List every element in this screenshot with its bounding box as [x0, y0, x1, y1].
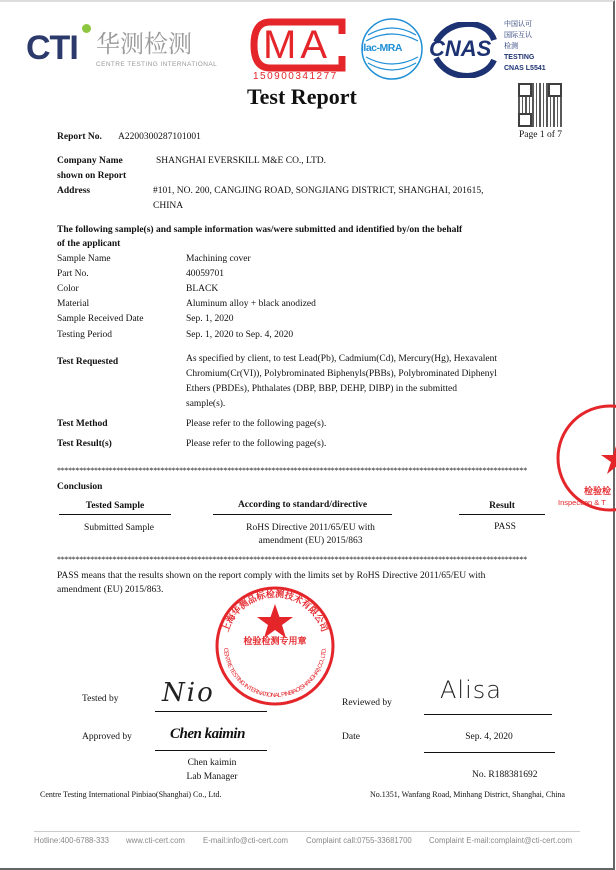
field-label: Testing Period [57, 330, 113, 340]
svg-text:CENTRE TESTING INTERNATIONAL P: CENTRE TESTING INTERNATIONAL PINBIAO(SHANGHAI) CO., LTD. [221, 647, 328, 700]
separator-stars: ******************************************************************************************************************************* [57, 556, 527, 564]
svg-text:上海华测品标检测技术有限公司: 上海华测品标检测技术有限公司 [220, 588, 330, 634]
company-label-2: shown on Report [57, 171, 127, 181]
header-standard: According to standard/directive [237, 500, 368, 510]
side-seal-text: 检验检 [584, 486, 612, 496]
side-seal-subtext: Inspection & T [558, 498, 606, 507]
approver-name: Chen kaimin [187, 758, 237, 768]
header-rule [213, 514, 392, 515]
cma-logo: MA 150900341277 [250, 18, 350, 84]
intro-text-2: of the applicant [57, 239, 121, 249]
field-label: Color [57, 284, 79, 294]
footer-hotline: Hotline:400-6788-333 [34, 836, 109, 845]
footer-complaint-email[interactable]: Complaint E-mail:complaint@cti-cert.com [429, 836, 573, 845]
separator-stars: ******************************************************************************************************************************* [57, 467, 527, 475]
reviewed-by-label: Reviewed by [342, 698, 392, 708]
report-no: A2200300287101001 [118, 132, 201, 142]
field-value: Machining cover [186, 254, 251, 264]
company-label: Company Name [57, 156, 123, 166]
date-label: Date [342, 732, 360, 742]
cti-logo: CTI 华测检测 CENTRE TESTING INTERNATIONAL [26, 24, 226, 74]
test-method: Please refer to the following page(s). [186, 419, 327, 429]
reviewed-by-line [424, 714, 552, 715]
field-label: Sample Received Date [57, 314, 144, 324]
pass-note-2: amendment (EU) 2015/863. [57, 585, 164, 595]
test-requested-line: sample(s). [186, 399, 226, 409]
conclusion-title: Conclusion [57, 482, 103, 492]
date-line [424, 752, 555, 753]
cti-green-dot [82, 24, 91, 33]
approver-title: Lab Manager [186, 772, 238, 782]
page-title: Test Report [247, 84, 357, 109]
svg-text:检验检测专用章: 检验检测专用章 [243, 636, 307, 646]
footer-email[interactable]: E-mail:info@cti-cert.com [203, 836, 289, 845]
company-seal-stamp [215, 586, 335, 706]
address-label: Address [57, 186, 91, 196]
report-date: Sep. 4, 2020 [465, 732, 513, 742]
cell-sample: Submitted Sample [84, 523, 154, 533]
field-value: Aluminum alloy + black anodized [186, 299, 316, 309]
test-result-label: Test Result(s) [57, 439, 112, 449]
serial-number: No. R188381692 [472, 770, 538, 780]
field-label: Material [57, 299, 90, 309]
intro-text: The following sample(s) and sample information was/were submitted and identified by/on the behalf [57, 225, 463, 235]
footer-rule [34, 831, 580, 832]
field-value: 40059701 [186, 269, 224, 279]
header-tested-sample: Tested Sample [85, 501, 145, 511]
qr-code[interactable] [518, 83, 562, 127]
field-label: Part No. [57, 269, 89, 279]
field-value: BLACK [186, 284, 219, 294]
tested-signature: Nio [162, 678, 215, 708]
test-requested-line: As specified by client, to test Lead(Pb), Cadmium(Cd), Mercury(Hg), Hexavalent [186, 354, 498, 364]
footer-website[interactable]: www.cti-cert.com [126, 836, 185, 845]
test-method-label: Test Method [57, 419, 108, 429]
cell-standard-2: amendment (EU) 2015/863 [258, 536, 363, 546]
field-value: Sep. 1, 2020 [186, 314, 234, 324]
header-rule [459, 514, 545, 515]
field-label: Sample Name [57, 254, 111, 264]
test-requested-line: Ethers (PBDEs), Phthalates (DBP, BBP, DEHP, DIBP) in the submitted [186, 384, 458, 394]
lab-company: Centre Testing International Pinbiao(Shanghai) Co., Ltd. [40, 790, 222, 799]
pass-note: PASS means that the results shown on the report comply with the limits set by RoHS Directive 2011/65/EU with [57, 571, 486, 581]
ilac-mra-logo: ilac-MRA [360, 17, 424, 81]
tested-by-line [155, 711, 267, 712]
field-value: Sep. 1, 2020 to Sep. 4, 2020 [186, 330, 294, 340]
cell-standard: RoHS Directive 2011/65/EU with [246, 523, 375, 533]
approved-by-line [155, 750, 267, 751]
page-number: Page 1 of 7 [519, 130, 563, 140]
report-no-label: Report No. [57, 132, 102, 142]
approved-by-label: Approved by [82, 732, 132, 742]
header-result: Result [489, 501, 515, 511]
test-requested-label: Test Requested [57, 357, 119, 367]
footer-complaint-call: Complaint call:0755-33681700 [306, 836, 412, 845]
company-name: SHANGHAI EVERSKILL M&E CO., LTD. [156, 156, 327, 166]
tested-by-label: Tested by [82, 694, 119, 704]
cnas-logo: CNAS 中国认可 国际互认 检测 TESTING CNAS L5541 [428, 22, 568, 78]
address-line-2: CHINA [153, 201, 184, 211]
header-rule [59, 514, 171, 515]
test-result: Please refer to the following page(s). [186, 439, 327, 449]
lab-address: No.1351, Wanfang Road, Minhang District, Shanghai, China [370, 790, 565, 799]
cell-result: PASS [494, 522, 516, 532]
reviewed-signature: Alisa [440, 676, 502, 704]
address-line-1: #101, NO. 200, CANGJING ROAD, SONGJIANG DISTRICT, SHANGHAI, 201615, [153, 186, 484, 196]
test-requested-line: Chromium(Cr(VI)), Polybrominated Biphenyls(PBBs), Polybrominated Diphenyl [186, 369, 497, 379]
approved-signature: Chen kaimin [170, 726, 245, 742]
